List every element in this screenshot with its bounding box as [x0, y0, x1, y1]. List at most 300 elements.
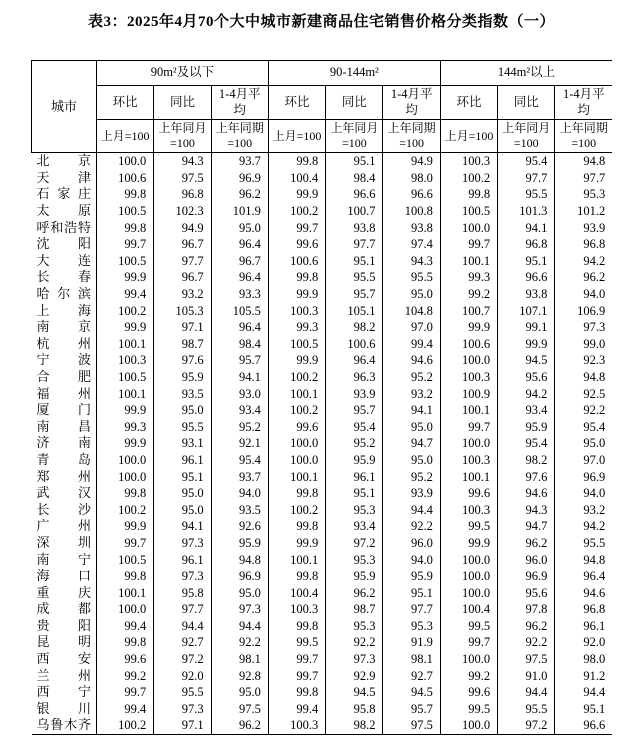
- value-cell: 99.9: [97, 435, 154, 452]
- value-cell: 100.6: [97, 170, 154, 187]
- value-cell: 100.6: [440, 336, 497, 353]
- value-cell: 95.5: [583, 535, 606, 550]
- city-cell: 海 口: [32, 568, 97, 585]
- value-cell: 94.8: [583, 154, 606, 169]
- value-cell: 96.4: [211, 236, 268, 253]
- value-cell: 96.1: [326, 469, 383, 486]
- value-cell: 95.9: [326, 568, 383, 585]
- value-cell: 95.8: [326, 701, 383, 718]
- value-cell: 95.4: [498, 153, 555, 170]
- value-cell: 93.8: [498, 286, 555, 303]
- value-cell: 96.2: [498, 618, 555, 635]
- value-cell: 97.2: [326, 535, 383, 552]
- value-cell: 97.6: [498, 469, 555, 486]
- value-cell: 91.9: [383, 634, 440, 651]
- value-cell: 93.9: [583, 220, 606, 235]
- value-cell: 106.9: [577, 303, 606, 318]
- table-row: [32, 618, 613, 635]
- value-cell: 100.5: [268, 336, 325, 353]
- value-cell: 95.5: [154, 684, 211, 701]
- value-cell: 100.7: [440, 303, 497, 320]
- value-cell: 96.9: [498, 568, 555, 585]
- value-cell: 99.9: [440, 319, 497, 336]
- value-cell: 94.5: [383, 684, 440, 701]
- table-row: [32, 153, 613, 170]
- value-cell: 100.2: [97, 502, 154, 519]
- value-cell: 99.8: [268, 485, 325, 502]
- value-cell: 98.4: [326, 170, 383, 187]
- city-cell: 上 海: [32, 303, 97, 320]
- value-cell: 95.1: [326, 153, 383, 170]
- value-cell: 99.1: [498, 319, 555, 336]
- city-cell: 贵 阳: [32, 618, 97, 635]
- city-cell: 深 圳: [32, 535, 97, 552]
- value-cell: 95.5: [154, 419, 211, 436]
- value-cell: 99.8: [268, 568, 325, 585]
- table-row: [32, 684, 613, 701]
- value-cell: 93.2: [383, 386, 440, 403]
- table-row: [32, 668, 613, 685]
- city-cell: 宁 波: [32, 352, 97, 369]
- value-cell: 96.8: [583, 602, 606, 617]
- value-cell: 96.9: [583, 469, 606, 484]
- value-cell: 101.3: [498, 203, 555, 220]
- value-cell: 99.7: [97, 535, 154, 552]
- value-cell: 95.9: [154, 369, 211, 386]
- header-base-prevmonth: 上月=100: [97, 120, 154, 153]
- table-row: [32, 336, 613, 353]
- value-cell: 96.1: [154, 552, 211, 569]
- value-cell: 95.8: [154, 585, 211, 602]
- value-cell: 100.2: [97, 303, 154, 320]
- value-cell: 100.1: [440, 253, 497, 270]
- city-cell: 太 原: [32, 203, 97, 220]
- value-cell: 95.5: [498, 186, 555, 203]
- table-row: [32, 419, 613, 436]
- value-cell: 99.4: [97, 618, 154, 635]
- value-cell: 95.3: [326, 502, 383, 519]
- value-cell: 99.6: [440, 485, 497, 502]
- value-cell: 99.7: [440, 236, 497, 253]
- table-row: [32, 701, 613, 718]
- value-cell: 99.3: [97, 419, 154, 436]
- city-cell: 天 津: [32, 170, 97, 187]
- value-cell: 99.2: [440, 668, 497, 685]
- value-cell: 95.1: [583, 701, 606, 716]
- value-cell: 95.1: [498, 253, 555, 270]
- value-cell: 100.6: [268, 253, 325, 270]
- table-row: [32, 552, 613, 569]
- value-cell: 97.8: [498, 601, 555, 618]
- value-cell: 94.4: [383, 502, 440, 519]
- city-cell: 合 肥: [32, 369, 97, 386]
- value-cell: 95.5: [326, 269, 383, 286]
- table-row: [32, 369, 613, 386]
- value-cell: 95.4: [326, 419, 383, 436]
- value-cell: 102.3: [154, 203, 211, 220]
- value-cell: 94.2: [583, 519, 606, 534]
- value-cell: 97.3: [154, 701, 211, 718]
- value-cell: 100.1: [440, 469, 497, 486]
- value-cell: 99.8: [268, 684, 325, 701]
- value-cell: 97.1: [154, 319, 211, 336]
- value-cell: 100.0: [440, 220, 497, 237]
- table-header: [32, 61, 613, 153]
- value-cell: 93.2: [154, 286, 211, 303]
- value-cell: 94.0: [211, 485, 268, 502]
- table-row: [32, 303, 613, 320]
- value-cell: 95.4: [211, 452, 268, 469]
- value-cell: 94.6: [383, 352, 440, 369]
- value-cell: 100.1: [97, 585, 154, 602]
- price-index-table: [31, 60, 612, 735]
- value-cell: 96.4: [211, 319, 268, 336]
- value-cell: 94.3: [383, 253, 440, 270]
- value-cell: 97.1: [154, 717, 211, 734]
- table-row: [32, 286, 613, 303]
- value-cell: 100.0: [440, 552, 497, 569]
- value-cell: 105.1: [326, 303, 383, 320]
- value-cell: 99.8: [268, 518, 325, 535]
- city-cell: 杭 州: [32, 336, 97, 353]
- value-cell: 96.7: [154, 269, 211, 286]
- table-row: [32, 651, 613, 668]
- header-mom: 环比: [97, 86, 154, 120]
- value-cell: 93.0: [211, 386, 268, 403]
- header-base-prevyearmonth: 上年同月=100: [326, 120, 383, 153]
- value-cell: 95.6: [498, 369, 555, 386]
- city-cell: 昆 明: [32, 634, 97, 651]
- value-cell: 92.5: [583, 386, 606, 401]
- value-cell: 93.8: [383, 220, 440, 237]
- value-cell: 92.2: [583, 403, 606, 418]
- value-cell: 99.8: [97, 568, 154, 585]
- value-cell: 96.1: [583, 618, 606, 633]
- table-row: [32, 435, 613, 452]
- city-cell: 郑 州: [32, 469, 97, 486]
- value-cell: 94.9: [383, 153, 440, 170]
- value-cell: 97.7: [154, 601, 211, 618]
- value-cell: 99.4: [97, 701, 154, 718]
- value-cell: 95.4: [498, 435, 555, 452]
- value-cell: 100.0: [268, 435, 325, 452]
- value-cell: 95.1: [326, 485, 383, 502]
- value-cell: 97.7: [583, 170, 606, 185]
- table-row: [32, 535, 613, 552]
- value-cell: 96.9: [211, 170, 268, 187]
- value-cell: 94.8: [211, 552, 268, 569]
- value-cell: 100.3: [268, 303, 325, 320]
- value-cell: 97.7: [383, 601, 440, 618]
- value-cell: 100.0: [440, 651, 497, 668]
- header-group-over144: 144m²以上: [440, 61, 612, 86]
- value-cell: 100.3: [440, 452, 497, 469]
- value-cell: 97.5: [211, 701, 268, 718]
- header-base-prevyearmonth: 上年同月=100: [154, 120, 211, 153]
- value-cell: 96.4: [211, 269, 268, 286]
- value-cell: 92.7: [383, 668, 440, 685]
- value-cell: 96.6: [326, 186, 383, 203]
- value-cell: 98.0: [383, 170, 440, 187]
- value-cell: 95.0: [383, 452, 440, 469]
- value-cell: 100.0: [97, 601, 154, 618]
- value-cell: 94.1: [498, 220, 555, 237]
- value-cell: 95.3: [326, 552, 383, 569]
- value-cell: 94.5: [326, 684, 383, 701]
- value-cell: 98.1: [211, 651, 268, 668]
- value-cell: 96.4: [583, 569, 606, 584]
- value-cell: 97.3: [583, 320, 606, 335]
- city-cell: 青 岛: [32, 452, 97, 469]
- value-cell: 92.0: [154, 668, 211, 685]
- city-cell: 武 汉: [32, 485, 97, 502]
- value-cell: 97.7: [326, 236, 383, 253]
- value-cell: 97.7: [498, 170, 555, 187]
- value-cell: 99.9: [268, 352, 325, 369]
- value-cell: 100.3: [440, 153, 497, 170]
- value-cell: 99.9: [268, 286, 325, 303]
- value-cell: 100.1: [97, 336, 154, 353]
- value-cell: 100.2: [268, 502, 325, 519]
- value-cell: 99.5: [440, 518, 497, 535]
- value-cell: 96.2: [211, 186, 268, 203]
- value-cell: 92.2: [211, 634, 268, 651]
- value-cell: 99.7: [268, 668, 325, 685]
- value-cell: 94.1: [211, 369, 268, 386]
- value-cell: 104.8: [383, 303, 440, 320]
- value-cell: 95.0: [583, 436, 606, 451]
- value-cell: 98.2: [326, 717, 383, 734]
- value-cell: 99.6: [268, 419, 325, 436]
- table-row: [32, 585, 613, 602]
- value-cell: 97.2: [498, 717, 555, 734]
- value-cell: 100.2: [268, 203, 325, 220]
- value-cell: 99.9: [97, 269, 154, 286]
- header-mom: 环比: [440, 86, 497, 120]
- city-cell: 银 川: [32, 701, 97, 718]
- value-cell: 94.4: [154, 618, 211, 635]
- header-base-prevmonth: 上月=100: [268, 120, 325, 153]
- value-cell: 100.3: [268, 601, 325, 618]
- value-cell: 94.6: [583, 585, 606, 600]
- value-cell: 100.5: [97, 369, 154, 386]
- value-cell: 98.1: [383, 651, 440, 668]
- value-cell: 100.5: [97, 552, 154, 569]
- value-cell: 100.0: [440, 717, 497, 734]
- value-cell: 92.2: [383, 518, 440, 535]
- city-cell: 西 安: [32, 651, 97, 668]
- value-cell: 95.0: [154, 485, 211, 502]
- header-avg: 1-4月平均: [211, 86, 268, 120]
- city-cell: 石 家 庄: [32, 186, 97, 203]
- value-cell: 100.0: [440, 435, 497, 452]
- city-cell: 厦 门: [32, 402, 97, 419]
- value-cell: 96.2: [326, 585, 383, 602]
- header-base-prevyearmonth: 上年同月=100: [498, 120, 555, 153]
- value-cell: 99.5: [268, 634, 325, 651]
- header-yoy: 同比: [498, 86, 555, 120]
- table-row: [32, 717, 613, 734]
- value-cell: 100.1: [268, 469, 325, 486]
- city-cell: 福 州: [32, 386, 97, 403]
- value-cell: 95.5: [383, 269, 440, 286]
- value-cell: 92.3: [583, 353, 606, 368]
- value-cell: 100.0: [97, 153, 154, 170]
- value-cell: 94.4: [211, 618, 268, 635]
- header-base-prevperiod: 上年同期=100: [383, 120, 440, 153]
- value-cell: 100.0: [440, 568, 497, 585]
- value-cell: 100.0: [97, 452, 154, 469]
- value-cell: 93.4: [211, 402, 268, 419]
- value-cell: 99.5: [440, 618, 497, 635]
- value-cell: 97.0: [383, 319, 440, 336]
- city-cell: 哈 尔 滨: [32, 286, 97, 303]
- value-cell: 101.2: [577, 204, 606, 219]
- value-cell: 100.3: [268, 717, 325, 734]
- value-cell: 93.9: [383, 485, 440, 502]
- value-cell: 100.1: [268, 552, 325, 569]
- table-row: [32, 469, 613, 486]
- value-cell: 94.8: [583, 552, 606, 567]
- city-cell: 大 连: [32, 253, 97, 270]
- value-cell: 96.3: [326, 369, 383, 386]
- value-cell: 95.9: [326, 452, 383, 469]
- value-cell: 93.4: [326, 518, 383, 535]
- value-cell: 95.0: [211, 220, 268, 237]
- value-cell: 95.4: [583, 419, 606, 434]
- table-row: [32, 203, 613, 220]
- value-cell: 99.8: [97, 485, 154, 502]
- city-cell: 南 宁: [32, 552, 97, 569]
- table-row: [32, 634, 613, 651]
- table-row: [32, 352, 613, 369]
- city-cell: 济 南: [32, 435, 97, 452]
- value-cell: 100.3: [97, 352, 154, 369]
- table-row: [32, 319, 613, 336]
- value-cell: 96.8: [498, 236, 555, 253]
- value-cell: 95.7: [383, 701, 440, 718]
- header-avg: 1-4月平均: [383, 86, 440, 120]
- table-row: [32, 220, 613, 237]
- city-cell: 西 宁: [32, 684, 97, 701]
- value-cell: 91.2: [583, 668, 606, 683]
- header-group-90to144: 90-144m²: [268, 61, 440, 86]
- value-cell: 99.4: [268, 701, 325, 718]
- value-cell: 94.7: [498, 518, 555, 535]
- value-cell: 95.9: [211, 535, 268, 552]
- value-cell: 100.1: [97, 386, 154, 403]
- city-cell: 南 昌: [32, 419, 97, 436]
- value-cell: 96.1: [154, 452, 211, 469]
- value-cell: 100.7: [326, 203, 383, 220]
- value-cell: 99.8: [268, 153, 325, 170]
- value-cell: 98.7: [326, 601, 383, 618]
- value-cell: 95.1: [383, 585, 440, 602]
- value-cell: 99.8: [97, 186, 154, 203]
- value-cell: 95.2: [383, 369, 440, 386]
- value-cell: 96.2: [583, 270, 606, 285]
- value-cell: 100.8: [383, 203, 440, 220]
- table-row: [32, 518, 613, 535]
- value-cell: 99.4: [97, 286, 154, 303]
- value-cell: 105.3: [154, 303, 211, 320]
- value-cell: 98.4: [211, 336, 268, 353]
- value-cell: 95.1: [154, 469, 211, 486]
- value-cell: 92.0: [583, 635, 606, 650]
- value-cell: 95.6: [498, 585, 555, 602]
- value-cell: 100.3: [440, 369, 497, 386]
- value-cell: 96.6: [583, 718, 606, 733]
- value-cell: 99.3: [268, 319, 325, 336]
- header-base-prevperiod: 上年同期=100: [555, 120, 612, 153]
- value-cell: 100.0: [440, 352, 497, 369]
- value-cell: 97.2: [154, 651, 211, 668]
- value-cell: 98.2: [498, 452, 555, 469]
- value-cell: 96.2: [211, 717, 268, 734]
- value-cell: 92.2: [498, 634, 555, 651]
- value-cell: 97.5: [154, 170, 211, 187]
- value-cell: 96.7: [211, 253, 268, 270]
- table-row: [32, 186, 613, 203]
- header-yoy: 同比: [154, 86, 211, 120]
- table-row: [32, 269, 613, 286]
- value-cell: 93.2: [583, 502, 606, 517]
- value-cell: 100.5: [97, 253, 154, 270]
- value-cell: 95.1: [326, 253, 383, 270]
- header-avg: 1-4月平均: [555, 86, 612, 120]
- value-cell: 95.0: [211, 585, 268, 602]
- value-cell: 95.0: [383, 286, 440, 303]
- value-cell: 99.6: [268, 236, 325, 253]
- city-cell: 北 京: [32, 153, 97, 170]
- city-cell: 广 州: [32, 518, 97, 535]
- value-cell: 95.5: [498, 701, 555, 718]
- value-cell: 94.0: [383, 552, 440, 569]
- value-cell: 99.0: [583, 336, 606, 351]
- value-cell: 100.5: [440, 203, 497, 220]
- value-cell: 95.0: [154, 502, 211, 519]
- table-row: [32, 170, 613, 187]
- value-cell: 94.0: [583, 486, 606, 501]
- value-cell: 93.5: [154, 386, 211, 403]
- value-cell: 100.1: [268, 386, 325, 403]
- table-row: [32, 601, 613, 618]
- value-cell: 96.8: [583, 237, 606, 252]
- table-row: [32, 502, 613, 519]
- value-cell: 99.9: [440, 535, 497, 552]
- value-cell: 107.1: [498, 303, 555, 320]
- value-cell: 95.3: [583, 187, 606, 202]
- value-cell: 100.1: [440, 402, 497, 419]
- value-cell: 97.5: [383, 717, 440, 734]
- city-cell: 乌 鲁 木 齐: [32, 717, 97, 734]
- value-cell: 93.5: [211, 502, 268, 519]
- value-cell: 100.2: [97, 717, 154, 734]
- header-group-under90: 90m²及以下: [97, 61, 269, 86]
- value-cell: 96.6: [498, 269, 555, 286]
- header-yoy: 同比: [326, 86, 383, 120]
- value-cell: 99.9: [97, 319, 154, 336]
- value-cell: 96.7: [154, 236, 211, 253]
- value-cell: 95.2: [383, 469, 440, 486]
- value-cell: 94.8: [583, 369, 606, 384]
- value-cell: 95.0: [154, 402, 211, 419]
- value-cell: 95.0: [383, 419, 440, 436]
- value-cell: 100.4: [268, 170, 325, 187]
- value-cell: 100.2: [268, 402, 325, 419]
- value-cell: 94.3: [498, 502, 555, 519]
- city-cell: 兰 州: [32, 668, 97, 685]
